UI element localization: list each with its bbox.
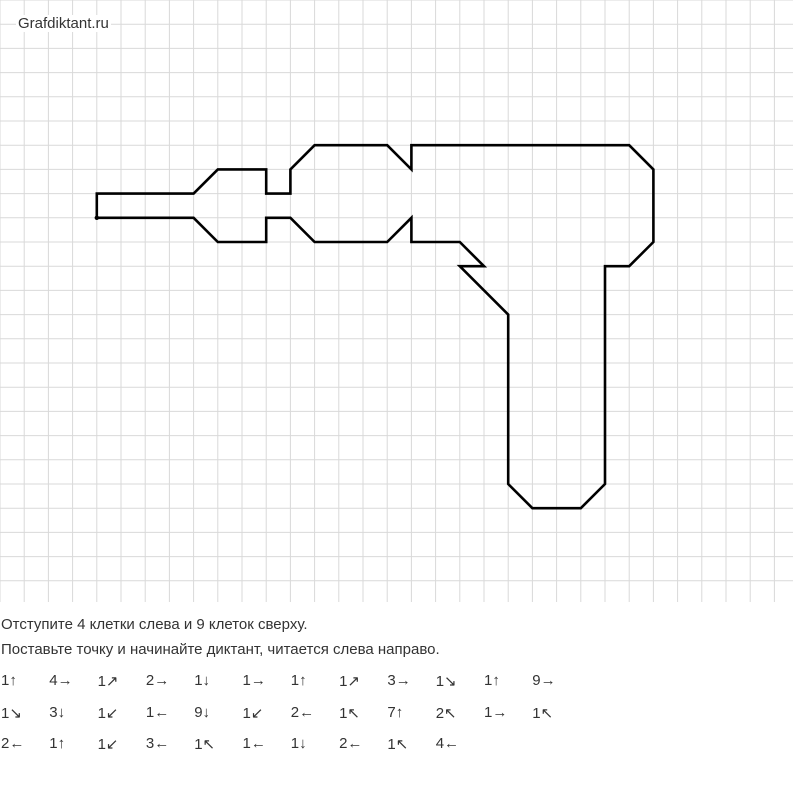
start-point (95, 216, 99, 220)
instruction-how-to-read: Поставьте точку и начинайте диктант, читается слева направо. (1, 641, 440, 658)
dictation-command: 4→ (49, 672, 73, 689)
dictation-command: 1← (145, 704, 170, 721)
dictation-command: 2↖ (435, 705, 457, 722)
dictation-command: 7↑ (387, 704, 404, 721)
dictation-command: 4← (435, 735, 460, 752)
dictation-command: 1↗ (339, 673, 361, 690)
dictation-command: 2← (339, 735, 363, 752)
dictation-command: 3→ (387, 672, 411, 689)
dictation-command: 1← (242, 735, 266, 752)
dictation-command: 1↓ (194, 672, 211, 689)
dictation-command: 1↑ (1, 672, 17, 689)
dictation-command: 1↙ (242, 705, 264, 722)
dictation-command: 3← (145, 735, 170, 752)
instruction-start-position: Отступите 4 клетки слева и 9 клеток сверху. (1, 616, 308, 633)
dictation-command: 1↖ (339, 705, 361, 722)
dictation-command: 1→ (242, 672, 266, 689)
dictation-command: 1↑ (49, 735, 66, 752)
dictation-command: 1↖ (387, 736, 409, 753)
dictation-command: 9→ (532, 672, 556, 689)
dictation-row (0, 735, 793, 755)
dictation-command: 1↖ (194, 736, 216, 753)
dictation-command: 1↑ (290, 672, 307, 689)
drill-figure-outline (97, 145, 654, 508)
dictation-command: 1↓ (290, 735, 307, 752)
site-name: Grafdiktant.ru (18, 15, 109, 32)
dictation-command: 1↙ (97, 736, 119, 753)
dictation-command: 1↖ (532, 705, 554, 722)
dictation-command: 1↗ (97, 673, 119, 690)
dictation-row (0, 672, 793, 692)
dictation-command: 3↓ (49, 704, 66, 721)
dictation-command: 2→ (145, 672, 170, 689)
dictation-command: 2← (1, 735, 25, 752)
dictation-command: 2← (290, 704, 315, 721)
dictation-command: 1↙ (97, 705, 119, 722)
dictation-command: 1↑ (484, 672, 500, 689)
dictation-row (0, 704, 793, 724)
dictation-command: 9↓ (194, 704, 211, 721)
dictation-command: 1↘ (435, 673, 457, 690)
dictation-command: 1↘ (1, 705, 22, 722)
dictation-command: 1→ (484, 704, 508, 721)
